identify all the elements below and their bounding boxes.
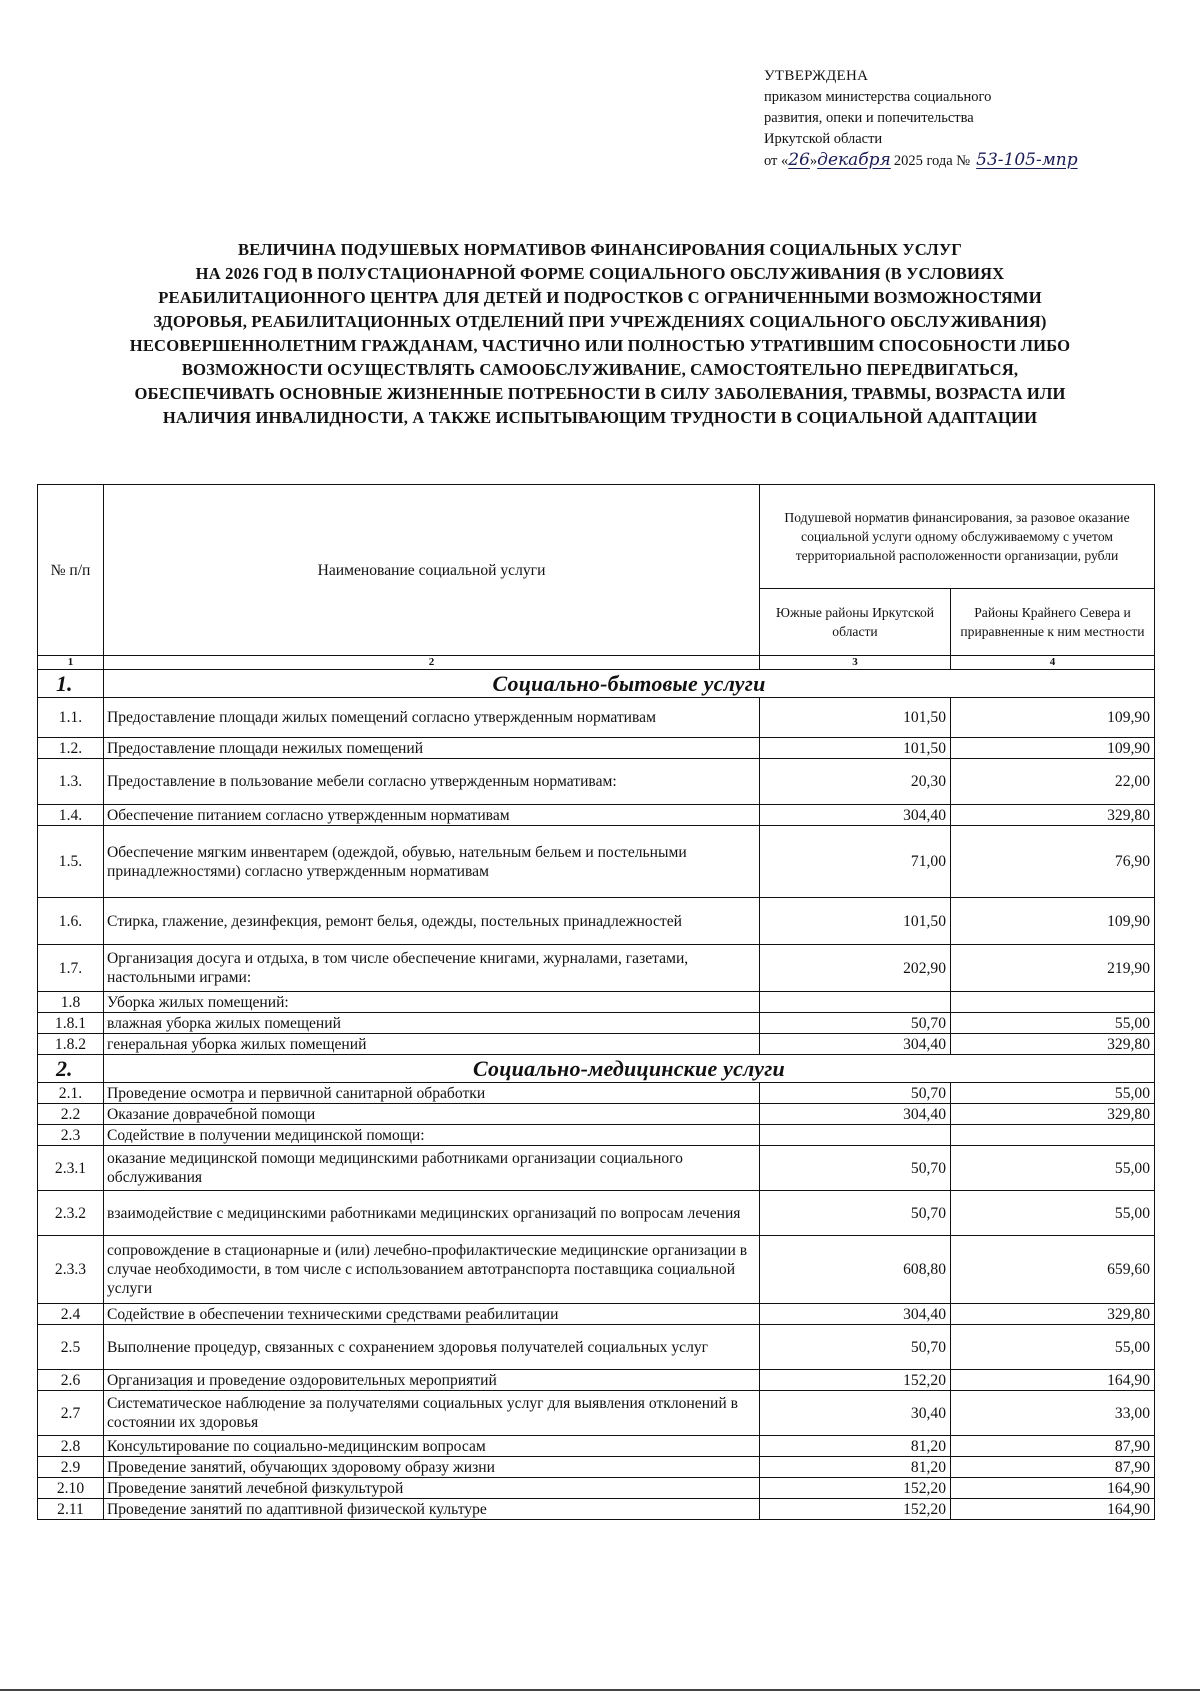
title-line: ВЕЛИЧИНА ПОДУШЕВЫХ НОРМАТИВОВ ФИНАНСИРОВАНИЯ СОЦИАЛЬНЫХ УСЛУГ	[238, 240, 962, 259]
table-row	[38, 1457, 1155, 1478]
row-south: 81,20	[760, 1436, 951, 1457]
row-south: 202,90	[760, 945, 951, 992]
table-row	[38, 826, 1155, 898]
date-day: 26	[788, 150, 810, 170]
row-south	[760, 992, 951, 1013]
approval-line: приказом министерства социального	[764, 89, 992, 105]
section-title: Социально-бытовые услуги	[104, 670, 1155, 698]
date-mid: »	[809, 153, 818, 169]
row-name: Проведение осмотра и первичной санитарной обработки	[104, 1083, 760, 1104]
approval-title: УТВЕРЖДЕНА	[764, 68, 869, 84]
header-norm: Подушевой норматив финансирования, за разовое оказание социальной услуги одному обслуживаемому с учетом территориальной расположенности организации, рубли	[760, 485, 1155, 589]
index-cell: 1	[38, 656, 104, 670]
row-num: 1.1.	[38, 698, 104, 738]
row-south: 304,40	[760, 1034, 951, 1055]
header-num: № п/п	[38, 485, 104, 656]
table-row	[38, 898, 1155, 945]
row-north: 329,80	[951, 1104, 1155, 1125]
table-row	[38, 805, 1155, 826]
row-south: 304,40	[760, 1304, 951, 1325]
row-name: Предоставление площади нежилых помещений	[104, 738, 760, 759]
row-name: Проведение занятий лечебной физкультурой	[104, 1478, 760, 1499]
row-name: оказание медицинской помощи медицинскими работниками организации социального обслуживания	[104, 1146, 760, 1191]
row-north: 164,90	[951, 1499, 1155, 1520]
table-row	[38, 1436, 1155, 1457]
row-num: 2.2	[38, 1104, 104, 1125]
row-name: влажная уборка жилых помещений	[104, 1013, 760, 1034]
index-cell: 4	[951, 656, 1155, 670]
header-north: Районы Крайнего Севера и приравненные к ним местности	[951, 589, 1155, 656]
row-num: 1.3.	[38, 759, 104, 805]
row-num: 2.3.2	[38, 1191, 104, 1236]
document-title	[30, 238, 1170, 430]
row-south: 304,40	[760, 1104, 951, 1125]
section-row	[38, 670, 1155, 698]
row-num: 2.3	[38, 1125, 104, 1146]
row-name: Консультирование по социально-медицинским вопросам	[104, 1436, 760, 1457]
table-row	[38, 1104, 1155, 1125]
row-north: 87,90	[951, 1457, 1155, 1478]
row-name: Уборка жилых помещений:	[104, 992, 760, 1013]
section-title: Социально-медицинские услуги	[104, 1055, 1155, 1083]
row-north: 33,00	[951, 1391, 1155, 1436]
row-south: 71,00	[760, 826, 951, 898]
row-north: 329,80	[951, 1304, 1155, 1325]
table-row	[38, 1034, 1155, 1055]
row-name: Обеспечение мягким инвентарем (одеждой, обувью, нательным бельем и постельными принадлежностями) согласно утвержденным нормативам	[104, 826, 760, 898]
table-row	[38, 1370, 1155, 1391]
row-south: 304,40	[760, 805, 951, 826]
table-row	[38, 1478, 1155, 1499]
row-num: 1.7.	[38, 945, 104, 992]
scan-edge-line	[0, 1689, 1200, 1691]
table-header-row	[38, 485, 1155, 589]
row-num: 2.3.1	[38, 1146, 104, 1191]
approval-date-line	[764, 150, 1164, 172]
row-name: Организация досуга и отдыха, в том числе обеспечение книгами, журналами, газетами, настольными играми:	[104, 945, 760, 992]
row-num: 1.8.2	[38, 1034, 104, 1055]
index-cell: 3	[760, 656, 951, 670]
row-num: 2.9	[38, 1457, 104, 1478]
row-north: 87,90	[951, 1436, 1155, 1457]
row-north: 55,00	[951, 1083, 1155, 1104]
row-north: 109,90	[951, 738, 1155, 759]
row-name: Систематическое наблюдение за получателями социальных услуг для выявления отклонений в состоянии их здоровья	[104, 1391, 760, 1436]
table-row	[38, 1083, 1155, 1104]
title-line: ОБЕСПЕЧИВАТЬ ОСНОВНЫЕ ЖИЗНЕННЫЕ ПОТРЕБНОСТИ В СИЛУ ЗАБОЛЕВАНИЯ, ТРАВМЫ, ВОЗРАСТА ИЛИ	[134, 384, 1066, 403]
row-num: 2.3.3	[38, 1236, 104, 1304]
row-name: Проведение занятий по адаптивной физической культуре	[104, 1499, 760, 1520]
row-north: 76,90	[951, 826, 1155, 898]
row-num: 1.8	[38, 992, 104, 1013]
row-south: 152,20	[760, 1478, 951, 1499]
row-num: 1.6.	[38, 898, 104, 945]
row-south: 50,70	[760, 1325, 951, 1370]
row-south: 50,70	[760, 1083, 951, 1104]
row-north: 55,00	[951, 1013, 1155, 1034]
row-num: 2.8	[38, 1436, 104, 1457]
row-north	[951, 992, 1155, 1013]
row-south: 101,50	[760, 898, 951, 945]
row-south: 101,50	[760, 738, 951, 759]
row-num: 2.7	[38, 1391, 104, 1436]
row-north: 55,00	[951, 1191, 1155, 1236]
title-line: НА 2026 ГОД В ПОЛУСТАЦИОНАРНОЙ ФОРМЕ СОЦИАЛЬНОГО ОБСЛУЖИВАНИЯ (В УСЛОВИЯХ	[195, 264, 1005, 283]
table-row	[38, 698, 1155, 738]
row-name: взаимодействие с медицинскими работниками медицинских организаций по вопросам лечения	[104, 1191, 760, 1236]
table-row	[38, 1236, 1155, 1304]
row-north: 164,90	[951, 1370, 1155, 1391]
row-name: Обеспечение питанием согласно утвержденным нормативам	[104, 805, 760, 826]
section-num: 1.	[38, 670, 104, 698]
header-name: Наименование социальной услуги	[104, 485, 760, 656]
row-num: 2.10	[38, 1478, 104, 1499]
row-south: 50,70	[760, 1146, 951, 1191]
table-row	[38, 1191, 1155, 1236]
title-line: НЕСОВЕРШЕННОЛЕТНИМ ГРАЖДАНАМ, ЧАСТИЧНО ИЛИ ПОЛНОСТЬЮ УТРАТИВШИМ СПОСОБНОСТИ ЛИБО	[129, 336, 1071, 355]
title-line: ЗДОРОВЬЯ, РЕАБИЛИТАЦИОННЫХ ОТДЕЛЕНИЙ ПРИ УЧРЕЖДЕНИЯХ СОЦИАЛЬНОГО ОБСЛУЖИВАНИЯ)	[153, 312, 1047, 331]
row-num: 2.4	[38, 1304, 104, 1325]
table-index-row	[38, 656, 1155, 670]
table-row	[38, 1304, 1155, 1325]
row-south: 152,20	[760, 1499, 951, 1520]
row-num: 2.1.	[38, 1083, 104, 1104]
table-row	[38, 1125, 1155, 1146]
title-line: РЕАБИЛИТАЦИОННОГО ЦЕНТРА ДЛЯ ДЕТЕЙ И ПОДРОСТКОВ С ОГРАНИЧЕННЫМИ ВОЗМОЖНОСТЯМИ	[158, 288, 1042, 307]
row-num: 2.5	[38, 1325, 104, 1370]
table-row	[38, 945, 1155, 992]
row-name: Содействие в обеспечении техническими средствами реабилитации	[104, 1304, 760, 1325]
approval-block	[764, 66, 1164, 172]
table-row	[38, 1325, 1155, 1370]
row-num: 2.11	[38, 1499, 104, 1520]
approval-line: Иркутской области	[764, 131, 883, 147]
row-name: Оказание доврачебной помощи	[104, 1104, 760, 1125]
row-name: Организация и проведение оздоровительных мероприятий	[104, 1370, 760, 1391]
row-num: 1.8.1	[38, 1013, 104, 1034]
date-month: декабря	[817, 150, 891, 170]
row-name: генеральная уборка жилых помещений	[104, 1034, 760, 1055]
row-name: Предоставление площади жилых помещений согласно утвержденным нормативам	[104, 698, 760, 738]
table-row	[38, 759, 1155, 805]
row-north: 22,00	[951, 759, 1155, 805]
row-north: 329,80	[951, 1034, 1155, 1055]
header-south: Южные районы Иркутской области	[760, 589, 951, 656]
table-row	[38, 1013, 1155, 1034]
table-row	[38, 1499, 1155, 1520]
table-row	[38, 992, 1155, 1013]
row-south: 101,50	[760, 698, 951, 738]
row-south: 50,70	[760, 1013, 951, 1034]
row-num: 2.6	[38, 1370, 104, 1391]
approval-line: развития, опеки и попечительства	[764, 110, 974, 126]
index-cell: 2	[104, 656, 760, 670]
table-row	[38, 1391, 1155, 1436]
row-south: 152,20	[760, 1370, 951, 1391]
date-year: 2025 года №	[893, 153, 971, 169]
title-line: ВОЗМОЖНОСТИ ОСУЩЕСТВЛЯТЬ САМООБСЛУЖИВАНИЕ, САМОСТОЯТЕЛЬНО ПЕРЕДВИГАТЬСЯ,	[181, 360, 1019, 379]
row-name: Содействие в получении медицинской помощи:	[104, 1125, 760, 1146]
row-name: Проведение занятий, обучающих здоровому образу жизни	[104, 1457, 760, 1478]
row-south: 30,40	[760, 1391, 951, 1436]
row-north	[951, 1125, 1155, 1146]
row-north: 109,90	[951, 698, 1155, 738]
table-row	[38, 1146, 1155, 1191]
row-name: сопровождение в стационарные и (или) лечебно-профилактические медицинские организации в случае необходимости, в том числе с использованием автотранспорта поставщика социальной услуги	[104, 1236, 760, 1304]
row-num: 1.5.	[38, 826, 104, 898]
row-north: 164,90	[951, 1478, 1155, 1499]
section-row	[38, 1055, 1155, 1083]
order-number: 53-105-мпр	[976, 150, 1078, 170]
row-name: Выполнение процедур, связанных с сохранением здоровья получателей социальных услуг	[104, 1325, 760, 1370]
section-num: 2.	[38, 1055, 104, 1083]
row-south: 608,80	[760, 1236, 951, 1304]
title-line: НАЛИЧИЯ ИНВАЛИДНОСТИ, А ТАКЖЕ ИСПЫТЫВАЮЩИМ ТРУДНОСТИ В СОЦИАЛЬНОЙ АДАПТАЦИИ	[162, 408, 1038, 427]
table-row	[38, 738, 1155, 759]
row-south: 81,20	[760, 1457, 951, 1478]
row-name: Стирка, глажение, дезинфекция, ремонт белья, одежды, постельных принадлежностей	[104, 898, 760, 945]
row-north: 329,80	[951, 805, 1155, 826]
row-south	[760, 1125, 951, 1146]
row-north: 55,00	[951, 1146, 1155, 1191]
row-name: Предоставление в пользование мебели согласно утвержденным нормативам:	[104, 759, 760, 805]
row-north: 659,60	[951, 1236, 1155, 1304]
date-prefix: от «	[764, 153, 789, 169]
row-north: 219,90	[951, 945, 1155, 992]
row-num: 1.4.	[38, 805, 104, 826]
row-north: 109,90	[951, 898, 1155, 945]
row-south: 50,70	[760, 1191, 951, 1236]
row-num: 1.2.	[38, 738, 104, 759]
row-south: 20,30	[760, 759, 951, 805]
norms-table	[37, 484, 1155, 1520]
row-north: 55,00	[951, 1325, 1155, 1370]
